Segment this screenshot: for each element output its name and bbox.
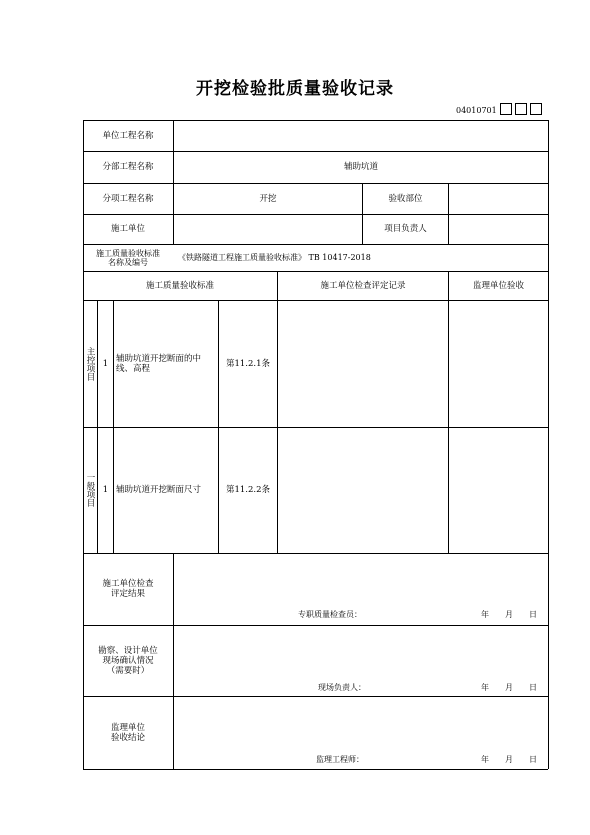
division-project-value: 辅助坑道: [343, 162, 378, 172]
main-item-construction-record[interactable]: [278, 300, 448, 427]
general-item-no: 1: [102, 485, 109, 495]
supervision-conclusion-label: 监理单位 验收结论: [110, 722, 145, 743]
main-items-group: 主控项目: [85, 346, 95, 381]
general-items-group: 一般项目: [85, 473, 95, 507]
general-item-clause: 第11.2.2条: [225, 485, 271, 495]
design-confirmation-label: 勘察、设计单位 现场确认情况 （需要时）: [98, 645, 158, 676]
supervising-engineer-label: 监理工程师：: [316, 755, 364, 764]
acceptance-part-label: 验收部位: [388, 193, 423, 204]
general-item-supervision-record[interactable]: [449, 427, 548, 553]
item-project-value: 开挖: [259, 193, 277, 204]
construction-unit-field[interactable]: [174, 214, 362, 244]
standard-label-line-2: 名称及编号: [108, 257, 148, 267]
quality-inspector-label: 专职质量检查员：: [298, 610, 362, 619]
page-title: 开挖检验批质量验收记录: [196, 79, 394, 99]
site-leader-label: 现场负责人：: [318, 683, 366, 692]
form-code: 04010701: [456, 106, 497, 115]
construction-unit-label: 施工单位: [110, 224, 145, 234]
main-item-desc: 辅助坑道开挖断面的中线、高程: [116, 353, 202, 374]
main-item-clause: 第11.2.1条: [225, 358, 271, 369]
unit-project-field[interactable]: [174, 120, 548, 151]
header-standard: 施工质量验收标准: [145, 280, 214, 291]
construction-result-date: 年 月 日: [481, 610, 537, 619]
division-project-label: 分部工程名称: [102, 162, 154, 172]
acceptance-part-field[interactable]: [449, 183, 548, 214]
project-leader-label: 项目负责人: [384, 224, 427, 234]
construction-result-label: 施工单位检查 评定结果: [102, 579, 154, 599]
design-confirmation-date: 年 月 日: [481, 683, 537, 692]
header-construction-check: 施工单位检查评定记录: [320, 280, 406, 291]
main-item-no: 1: [102, 358, 109, 369]
supervision-conclusion-date: 年 月 日: [481, 755, 537, 764]
main-item-supervision-record[interactable]: [449, 300, 548, 427]
general-item-construction-record[interactable]: [278, 427, 448, 553]
unit-project-label: 单位工程名称: [102, 130, 154, 141]
standard-label-line-1: 施工质量验收标准: [96, 248, 160, 258]
project-leader-field[interactable]: [449, 214, 548, 244]
standard-name-value: 《铁路隧道工程施工质量验收标准》 TB 10417-2018: [178, 252, 371, 262]
standard-name-label: [83, 244, 173, 271]
general-item-desc: 辅助坑道开挖断面尺寸: [116, 485, 202, 495]
header-supervision-check: 监理单位验收: [472, 280, 524, 291]
item-project-label: 分项工程名称: [102, 193, 154, 204]
